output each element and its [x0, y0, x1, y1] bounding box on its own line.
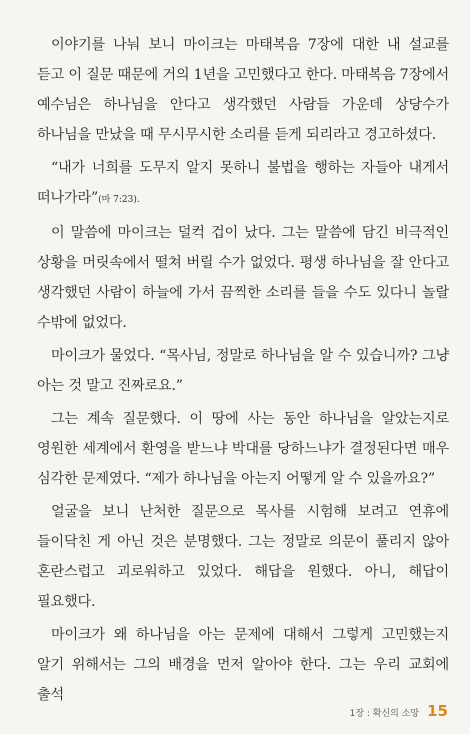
paragraph-2: “내가 너희를 도무지 알지 못하니 불법을 행하는 자들아 내게서 떠나가라”(마 7:23). [37, 160, 449, 206]
scripture-reference: (마 7:23). [98, 195, 140, 205]
body-text [37, 30, 449, 713]
paragraph-3: 이 말씀에 마이크는 덜컥 겁이 났다. 그는 말씀에 담긴 비극적인 상황을 머릿속에서 떨쳐 버릴 수가 없었다. 평생 하나님을 잘 안다고 생각했던 사람이 하늘에 가서 끔찍한 소리를 들을 수도 있다니 놀랄 수밖에 없었다. [37, 225, 449, 331]
paragraph-5: 그는 계속 질문했다. 이 땅에 사는 동안 하나님을 알았는지로 영원한 세계에서 환영을 받느냐 박대를 당하느냐가 결정된다면 매우 심각한 문제였다. “제가 하나님을 아는지 어떻게 알 수 있을까요?” [37, 411, 449, 487]
paragraph-7: 마이크가 왜 하나님을 아는 문제에 대해서 그렇게 고민했는지 알기 위해서는 그의 배경을 먼저 알아야 한다. 그는 우리 교회에 출석 [37, 627, 449, 703]
paragraph-4: 마이크가 물었다. “목사님, 정말로 하나님을 알 수 있습니까? 그냥 아는 것 말고 진짜로요.” [37, 348, 449, 394]
paragraph-1: 이야기를 나눠 보니 마이크는 마태복음 7장에 대한 내 설교를 듣고 이 질문 때문에 거의 1년을 고민했다고 한다. 마태복음 7장에서 예수님은 하나님을 안다고 생각했던 사람들 가운데 상당수가 하나님을 만났을 때 무시무시한 소리를 듣게 되리라고 경고하셨다. [37, 37, 449, 143]
page-footer [350, 702, 448, 720]
chapter-title: 1장 : 확신의 소망 [349, 709, 420, 719]
paragraph-6: 얼굴을 보니 난처한 질문으로 목사를 시험해 보려고 연휴에 들이닥친 게 아닌 것은 분명했다. 그는 정말로 의문이 풀리지 않아 혼란스럽고 괴로워하고 있었다. 해답을 원했다. 아니, 해답이 필요했다. [37, 504, 449, 610]
page-number: 15 [427, 702, 448, 720]
